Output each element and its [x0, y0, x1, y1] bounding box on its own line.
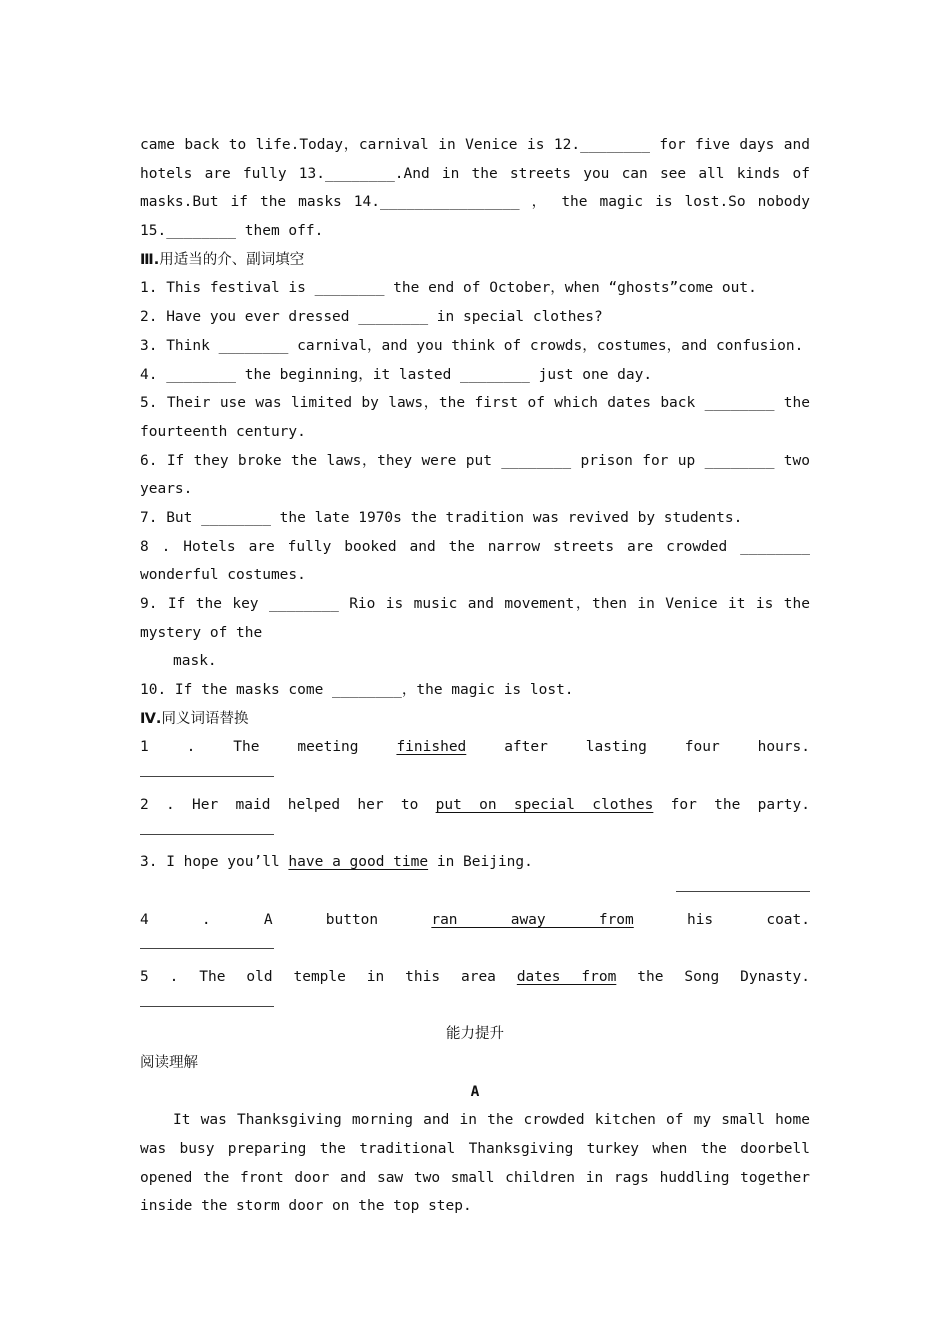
synonym-item-text: his coat. [686, 911, 810, 928]
passage-label: A [470, 1083, 480, 1100]
passage-line: It was Thanksgiving morning and in the crowded kitchen of my small home [173, 1112, 810, 1129]
fill-in-passage-tail [140, 131, 810, 246]
synonym-item-text: 3. I hope you’ll [140, 854, 280, 871]
question-line: 9. If the key ________ Rio is music and movement，then in Venice it is the [140, 596, 810, 612]
underlined-phrase: finished [396, 739, 467, 756]
answer-blank[interactable] [140, 762, 810, 791]
passage-line: masks.But if the masks 14.________________ ， the magic is lost.So nobody [140, 194, 810, 211]
question-line: mystery of the [140, 624, 263, 641]
underlined-phrase: put on special clothes [435, 796, 654, 813]
passage-line: opened the front door and saw two small children in rags huddling together [140, 1169, 810, 1186]
answer-blank[interactable] [140, 820, 810, 849]
answer-blank[interactable] [140, 934, 810, 963]
question-line: 3. Think ________ carnival，and you think of crowds，costumes，and confusion. [140, 337, 804, 354]
synonym-item-text: 2 . Her maid helped her to [140, 796, 419, 813]
ability-section-title: 能力提升 [446, 1026, 504, 1043]
synonym-item-text: in Beijing. [436, 854, 533, 871]
question-line: 8 . Hotels are fully booked and the narrow streets are crowded ________ [140, 538, 810, 555]
section-4-questions [140, 733, 810, 1020]
passage-line: was busy preparing the traditional Thanksgiving turkey when the doorbell [140, 1141, 810, 1158]
question-line: fourteenth century. [140, 423, 306, 440]
synonym-item-text: 1 . The meeting [140, 739, 359, 756]
synonym-item [140, 963, 810, 992]
section-4-number: Ⅳ. [140, 710, 162, 727]
answer-blank[interactable] [140, 992, 810, 1021]
underlined-phrase: dates from [516, 968, 617, 985]
synonym-item [140, 733, 810, 762]
passage-line: hotels are fully 13.________.And in the streets you can see all kinds of [140, 165, 810, 182]
passage-line: inside the storm door on the top step. [140, 1198, 472, 1215]
question-line: 10. If the masks come ________，the magic is lost. [140, 682, 574, 699]
reading-passage [140, 1106, 810, 1221]
section-3-number: Ⅲ. [140, 251, 160, 268]
question-line: 7. But ________ the late 1970s the tradition was revived by students. [140, 509, 743, 526]
synonym-item-text: 5 . The old temple in this area [140, 968, 496, 985]
synonym-item [140, 791, 810, 820]
question-line: years. [140, 481, 193, 498]
section-4-heading [140, 705, 810, 734]
section-3-heading [140, 246, 810, 275]
passage-line: came back to life.Today，carnival in Venice is 12.________ for five days and [140, 137, 810, 153]
question-line: 6. If they broke the laws，they were put ________ prison for up ________ two [140, 452, 810, 469]
question-line: 1. This festival is ________ the end of October，when “ghosts”come out. [140, 280, 757, 297]
synonym-item-text: after lasting four hours. [504, 739, 810, 756]
reading-section-title: 阅读理解 [140, 1055, 198, 1071]
question-line: 5. Their use was limited by laws，the first of which dates back ________ the [140, 395, 810, 412]
question-line: mask. [173, 653, 217, 670]
question-line: wonderful costumes. [140, 567, 306, 584]
section-3-questions [140, 274, 810, 704]
synonym-item [140, 906, 810, 935]
underlined-phrase: ran away from [431, 911, 634, 928]
section-4-title: 同义词语替换 [161, 710, 249, 727]
question-line: 4. ________ the beginning，it lasted ________ just one day. [140, 366, 653, 383]
synonym-item-text: for the party. [670, 796, 810, 813]
passage-line: 15.________ them off. [140, 223, 324, 240]
synonym-item [140, 848, 810, 877]
synonym-item-text: the Song Dynasty. [637, 968, 810, 985]
question-line: 2. Have you ever dressed ________ in special clothes? [140, 309, 603, 326]
worksheet-page [140, 131, 810, 1221]
section-3-title: 用适当的介、副词填空 [159, 251, 305, 268]
synonym-item-text: 4 . A button [140, 911, 379, 928]
answer-blank[interactable] [140, 877, 810, 906]
underlined-phrase: have a good time [288, 854, 429, 871]
